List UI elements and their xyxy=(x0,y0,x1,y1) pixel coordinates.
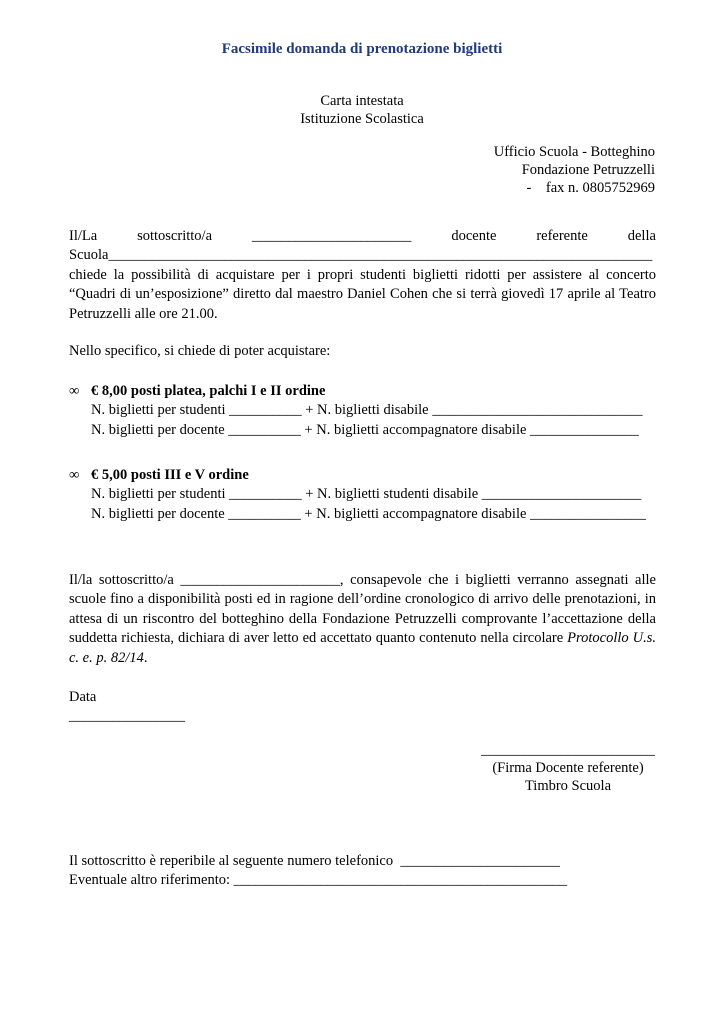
school-blank-line: Scuola___________________________________________________________________________ xyxy=(69,247,653,264)
date-blank: ________________ xyxy=(69,708,185,725)
specific-request: Nello specifico, si chiede di poter acquistare: xyxy=(69,343,331,359)
letterhead xyxy=(0,92,724,128)
intro-line-5: Petruzzelli alle ore 21.00. xyxy=(69,305,218,322)
offer-1-students-line: N. biglietti per studenti __________ + N. biglietti disabile _____________________________ xyxy=(91,402,643,419)
offer-2 xyxy=(69,466,646,524)
signature-blank: ________________________ xyxy=(481,742,655,758)
offer-2-teachers-line: N. biglietti per docente __________ + N. biglietti accompagnatore disabile ________________ xyxy=(91,505,647,522)
signature-label: (Firma Docente referente) xyxy=(492,760,644,776)
declaration-text: Il/la sottoscritto/a ______________________, consapevole che i biglietti verranno assegnati alle scuole fino a disponibilità posti ed in ragione dell’ordine cronologico di arrivo delle prenotazioni, in attesa di un riscontro del botteghino della Fondazione Petruzzelli comprovante l’accettazione della suddetta richiesta, dichiara di aver letto ed accettato quanto contenuto nella circolare xyxy=(69,572,656,647)
date-block xyxy=(69,688,185,727)
intro-text: chiede la possibilità di acquistare per i propri studenti biglietti ridotti per assistere al concerto xyxy=(69,266,656,283)
contact-block xyxy=(69,852,567,891)
document-title: Facsimile domanda di prenotazione biglietti xyxy=(221,41,503,57)
date-label: Data xyxy=(69,689,97,705)
intro-word: sottoscritto/a xyxy=(137,228,213,244)
offer-2-heading: € 5,00 posti III e V ordine xyxy=(91,467,249,483)
offer-1 xyxy=(69,382,643,440)
declaration-paragraph xyxy=(69,571,656,668)
intro-line-4 xyxy=(69,285,656,304)
intro-line-1 xyxy=(69,227,656,246)
offer-1-teachers-line: N. biglietti per docente __________ + N. biglietti accompagnatore disabile _______________ xyxy=(91,421,639,438)
infinity-bullet-icon: ∞ xyxy=(69,467,80,483)
letterhead-line-1: Carta intestata xyxy=(320,93,404,109)
declaration-end: . xyxy=(143,649,148,666)
name-blank: ______________________ xyxy=(251,228,412,244)
intro-paragraph xyxy=(69,227,656,324)
recipient-block xyxy=(494,143,655,197)
offer-2-students-line: N. biglietti per studenti __________ + N. biglietti studenti disabile ______________________ xyxy=(91,486,642,503)
letterhead-line-2: Istituzione Scolastica xyxy=(300,111,424,127)
signature-block xyxy=(481,741,655,795)
intro-line-3 xyxy=(69,266,656,285)
intro-word: referente xyxy=(536,228,588,244)
intro-text: “Quadri di un’esposizione” diretto dal maestro Daniel Cohen che si terrà giovedì 17 aprile al Teatro xyxy=(69,286,656,303)
intro-word: docente xyxy=(451,228,497,244)
school-stamp-label: Timbro Scuola xyxy=(524,778,612,794)
infinity-bullet-icon: ∞ xyxy=(69,383,80,399)
contact-other-line: Eventuale altro riferimento: ______________________________________________ xyxy=(69,872,568,889)
recipient-fax: - fax n. 0805752969 xyxy=(526,180,655,196)
contact-phone-line: Il sottoscritto è reperibile al seguente numero telefonico ______________________ xyxy=(69,853,560,869)
recipient-office: Ufficio Scuola - Botteghino xyxy=(493,144,655,160)
offer-1-heading: € 8,00 posti platea, palchi I e II ordine xyxy=(91,383,326,399)
recipient-foundation: Fondazione Petruzzelli xyxy=(521,162,655,178)
intro-word: Il/La xyxy=(69,228,98,244)
protocol-reference: Protocollo U.s. c. e. p. 82/14 xyxy=(69,630,656,666)
intro-word: della xyxy=(627,228,656,244)
